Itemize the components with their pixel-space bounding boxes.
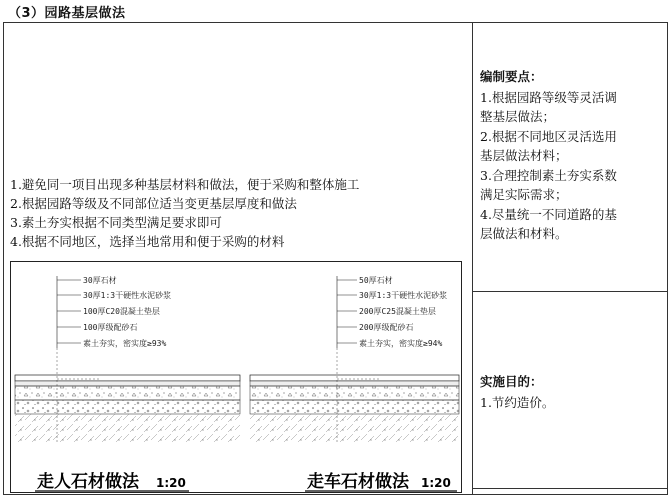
vehicle-layer-label: 30厚1:3干硬性水泥砂浆 xyxy=(359,291,448,300)
key-point-line: 整基层做法； xyxy=(480,109,556,124)
walk-layer-label: 素土夯实，密实度≥93% xyxy=(83,339,167,348)
side-row-divider xyxy=(472,291,668,292)
vehicle-caption: 走车石材做法 xyxy=(307,472,409,492)
vehicle-soil-layer xyxy=(250,414,459,444)
vehicle-layer-label: 200厚级配砂石 xyxy=(359,323,414,332)
walk-layer-label: 30厚1:3干硬性水泥砂浆 xyxy=(83,291,172,300)
walk-gravel-layer xyxy=(15,400,240,414)
key-point-line: 基层做法材料； xyxy=(480,148,568,163)
walk-layer-label: 100厚级配砂石 xyxy=(83,323,138,332)
vehicle-layer-label: 200厚C25混凝土垫层 xyxy=(359,307,436,316)
vehicle-layer-label: 素土夯实，密实度≥94% xyxy=(359,339,443,348)
key-point-line: 2.根据不同地区灵活选用 xyxy=(480,128,617,144)
note-item: 4.根据不同地区，选择当地常用和便于采购的材料 xyxy=(10,234,285,249)
walk-mortar-layer xyxy=(15,381,240,386)
key-points-title: 编制要点： xyxy=(480,69,543,84)
column-divider xyxy=(472,22,473,495)
key-point-line: 1.根据园路等级等灵活调 xyxy=(480,89,617,105)
walk-layer-label: 30厚石材 xyxy=(83,276,117,285)
note-item: 3.素土夯实根据不同类型满足要求即可 xyxy=(10,215,222,230)
purpose-title: 实施目的： xyxy=(480,374,543,389)
purpose-panel xyxy=(480,372,662,412)
walk-layer-label: 100厚C20混凝土垫层 xyxy=(83,307,160,316)
vehicle-concrete-layer xyxy=(250,386,459,400)
purpose-line: 1.节约造价。 xyxy=(480,394,555,410)
vehicle-stone-layer xyxy=(250,375,459,381)
key-point-line: 满足实际需求； xyxy=(480,187,568,202)
vehicle-scale: 1:20 xyxy=(421,476,451,490)
vehicle-gravel-layer xyxy=(250,400,459,414)
side-bottom-divider xyxy=(472,488,668,489)
notes-list xyxy=(10,175,359,251)
walk-concrete-layer xyxy=(15,386,240,400)
walk-scale: 1:20 xyxy=(156,476,186,490)
vehicle-mortar-layer xyxy=(250,381,459,386)
note-item: 2.根据园路等级及不同部位适当变更基层厚度和做法 xyxy=(10,196,297,211)
section-drawing xyxy=(10,261,462,493)
pavement-section-svg xyxy=(11,262,462,493)
walk-detail xyxy=(15,275,240,492)
key-point-line: 4.尽量统一不同道路的基 xyxy=(480,206,617,222)
walk-caption: 走人石材做法 xyxy=(37,472,139,492)
key-points-panel xyxy=(480,67,662,244)
walk-soil-layer xyxy=(15,414,240,444)
walk-stone-layer xyxy=(15,375,240,381)
note-item: 1.避免同一项目出现多种基层材料和做法，便于采购和整体施工 xyxy=(10,177,360,192)
vehicle-layer-label: 50厚石材 xyxy=(359,276,393,285)
key-point-line: 层做法和材料。 xyxy=(480,226,568,241)
vehicle-detail xyxy=(250,275,459,492)
section-heading: （3）园路基层做法 xyxy=(8,6,126,21)
key-point-line: 3.合理控制素土夯实系数 xyxy=(480,167,617,183)
